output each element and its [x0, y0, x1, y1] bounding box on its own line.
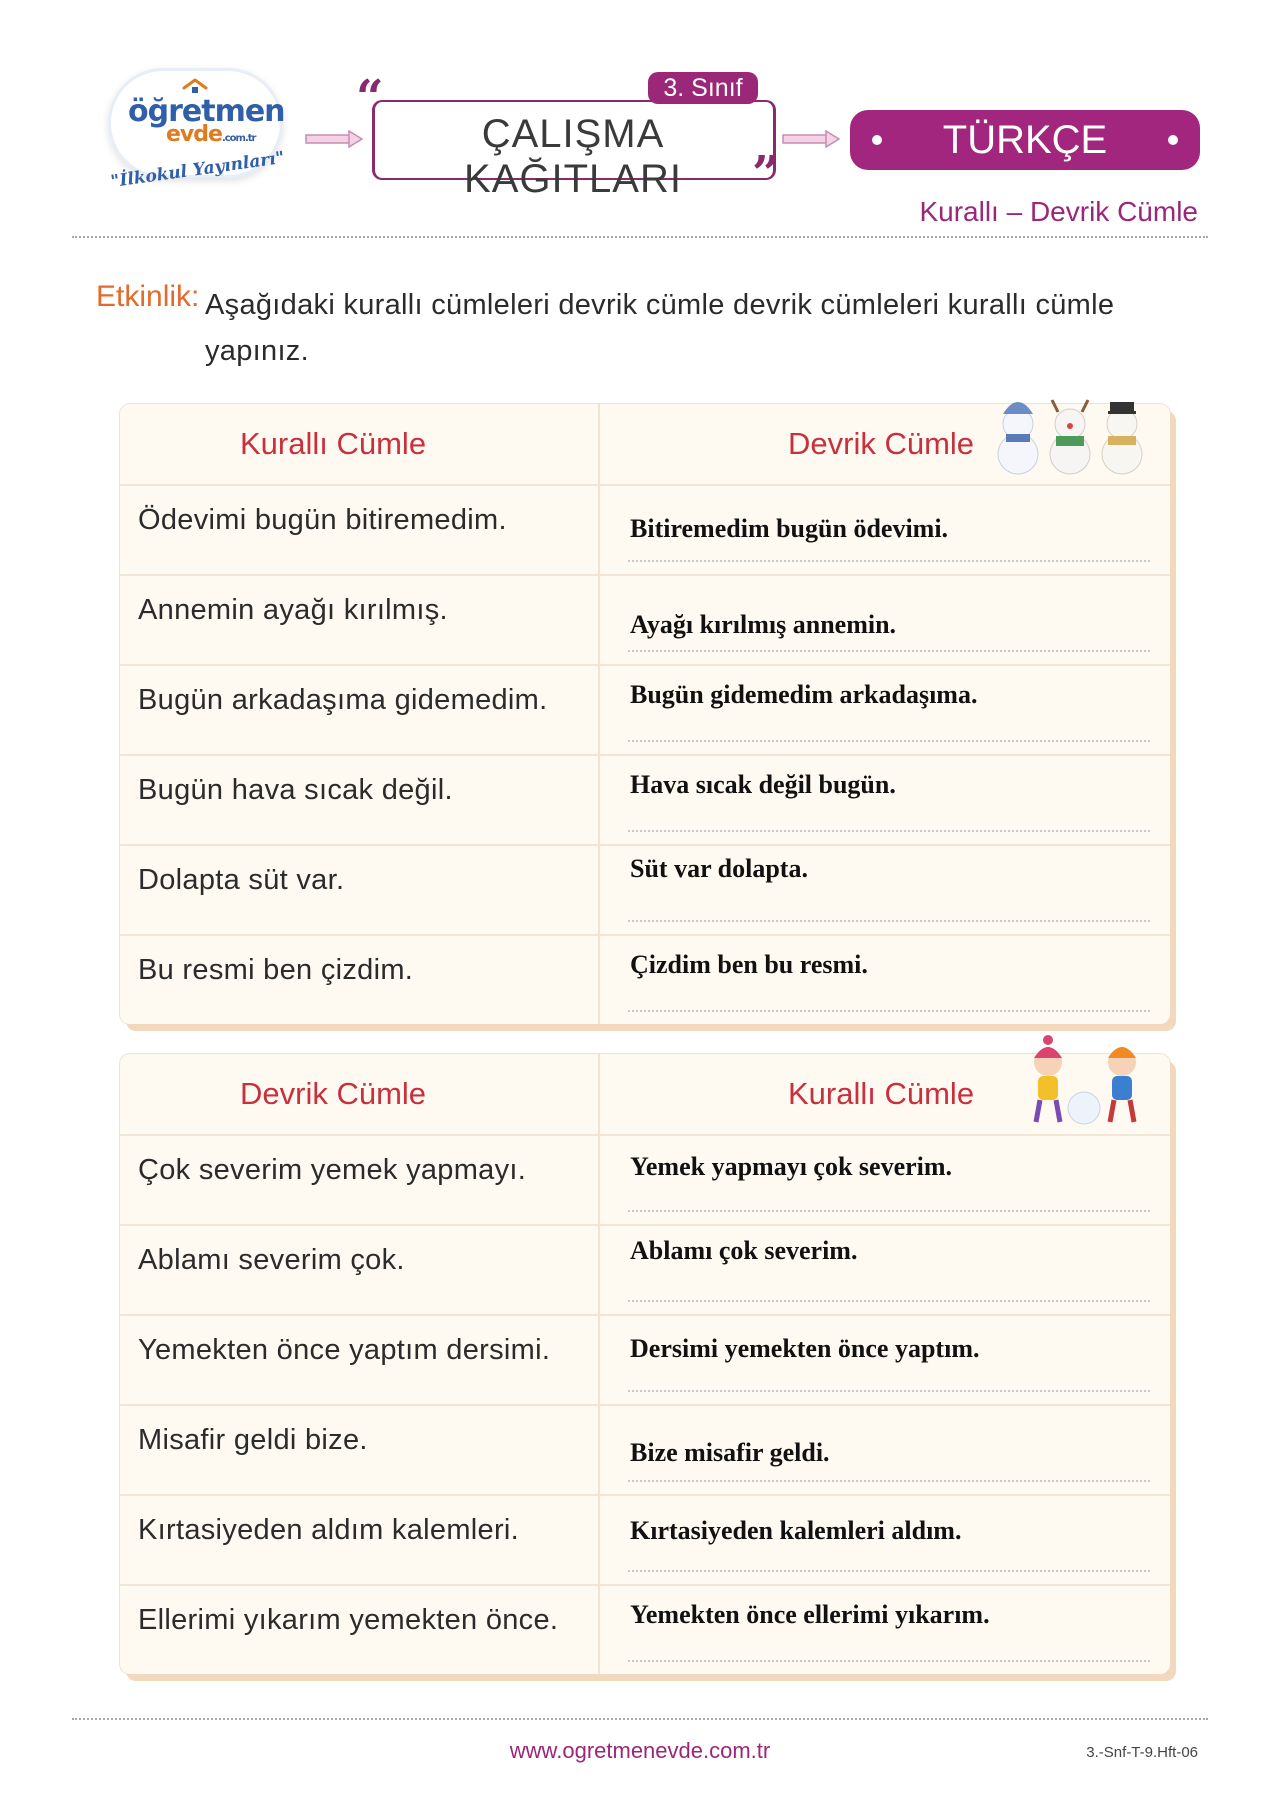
- logo-tagline: "İlkokul Yayınları": [109, 147, 286, 193]
- given-sentence: Bugün hava sıcak değil.: [138, 774, 453, 806]
- given-sentence: Ellerimi yıkarım yemekten önce.: [138, 1604, 559, 1636]
- given-sentence: Ödevimi bugün bitiremedim.: [138, 504, 507, 536]
- answer-sentence: Dersimi yemekten önce yaptım.: [630, 1334, 980, 1363]
- given-sentence: Kırtasiyeden aldım kalemleri.: [138, 1514, 520, 1546]
- table-row: [120, 664, 1170, 756]
- given-sentence: Bu resmi ben çizdim.: [138, 954, 414, 986]
- table-row: [120, 1494, 1170, 1586]
- table-row: [120, 754, 1170, 846]
- answer-line: [628, 1210, 1150, 1212]
- footer-divider: [72, 1718, 1208, 1720]
- given-sentence: Annemin ayağı kırılmış.: [138, 594, 448, 626]
- answer-sentence: Ayağı kırılmış annemin.: [630, 610, 897, 639]
- document-code: 3.-Snf-T-9.Hft-06: [1086, 1744, 1198, 1761]
- table-row: [120, 1404, 1170, 1496]
- table-row: [120, 484, 1170, 576]
- answer-line: [628, 650, 1150, 652]
- answer-line: [628, 1570, 1150, 1572]
- grade-badge: 3. Sınıf: [648, 72, 758, 104]
- column-header-left: Devrik Cümle: [240, 1076, 427, 1111]
- children-snow-illustration: [1014, 1030, 1154, 1130]
- table-row: [120, 1584, 1170, 1676]
- answer-sentence: Kırtasiyeden kalemleri aldım.: [630, 1516, 962, 1545]
- table-row: [120, 1224, 1170, 1316]
- logo-word-ogretmen: öğretmen: [128, 94, 285, 129]
- page-title: ÇALIŞMA KAĞITLARI: [464, 112, 682, 201]
- given-sentence: Misafir geldi bize.: [138, 1424, 368, 1456]
- answer-line: [628, 560, 1150, 562]
- column-header-left: Kurallı Cümle: [240, 426, 427, 461]
- publisher-logo: [100, 60, 295, 210]
- arrow-right-icon: [782, 130, 840, 148]
- answer-sentence: Hava sıcak değil bugün.: [630, 770, 896, 799]
- activity-instruction: Aşağıdaki kurallı cümleleri devrik cümle devrik cümleleri kurallı cümle yapınız.: [205, 289, 1115, 367]
- footer-website-link[interactable]: www.ogretmenevde.com.tr: [509, 1738, 771, 1763]
- answer-line: [628, 1300, 1150, 1302]
- table-header: [120, 1054, 1170, 1134]
- table-row: [120, 934, 1170, 1026]
- table-row: [120, 1314, 1170, 1406]
- column-header-right: Kurallı Cümle: [788, 1076, 975, 1111]
- snowmen-illustration: [990, 384, 1150, 479]
- answer-sentence: Süt var dolapta.: [630, 854, 808, 883]
- table-row: [120, 574, 1170, 666]
- table-header: [120, 404, 1170, 484]
- answer-line: [628, 740, 1150, 742]
- bullet-dot-icon: [872, 135, 882, 145]
- answer-sentence: Ablamı çok severim.: [630, 1236, 858, 1265]
- answer-sentence: Yemekten önce ellerimi yıkarım.: [630, 1600, 990, 1629]
- answer-line: [628, 920, 1150, 922]
- open-quote-icon: “: [356, 70, 384, 126]
- answer-line: [628, 830, 1150, 832]
- given-sentence: Ablamı severim çok.: [138, 1244, 405, 1276]
- answer-line: [628, 1660, 1150, 1662]
- sentence-table-2: [120, 1054, 1170, 1674]
- sentence-table-1: [120, 404, 1170, 1024]
- given-sentence: Yemekten önce yaptım dersimi.: [138, 1334, 551, 1366]
- answer-sentence: Çizdim ben bu resmi.: [630, 950, 868, 979]
- given-sentence: Bugün arkadaşıma gidemedim.: [138, 684, 548, 716]
- table-row: [120, 844, 1170, 936]
- topic-title: Kurallı – Devrik Cümle: [919, 196, 1198, 227]
- given-sentence: Dolapta süt var.: [138, 864, 345, 896]
- answer-line: [628, 1010, 1150, 1012]
- answer-sentence: Bitiremedim bugün ödevimi.: [630, 514, 949, 543]
- answer-sentence: Yemek yapmayı çok severim.: [630, 1152, 953, 1181]
- answer-line: [628, 1480, 1150, 1482]
- answer-line: [628, 1390, 1150, 1392]
- table-row: [120, 1134, 1170, 1226]
- close-quote-icon: ”: [752, 146, 780, 202]
- subject-badge: [850, 110, 1200, 170]
- answer-sentence: Bize misafir geldi.: [630, 1438, 830, 1467]
- column-header-right: Devrik Cümle: [788, 426, 975, 461]
- bullet-dot-icon: [1168, 135, 1178, 145]
- header-divider: [72, 236, 1208, 238]
- activity-label: Etkinlik:: [96, 280, 200, 313]
- subject-label: TÜRKÇE: [942, 118, 1108, 162]
- given-sentence: Çok severim yemek yapmayı.: [138, 1154, 527, 1186]
- logo-word-evde: evde.com.tr: [166, 122, 256, 147]
- answer-sentence: Bugün gidemedim arkadaşıma.: [630, 680, 978, 709]
- arrow-right-icon: [305, 130, 363, 148]
